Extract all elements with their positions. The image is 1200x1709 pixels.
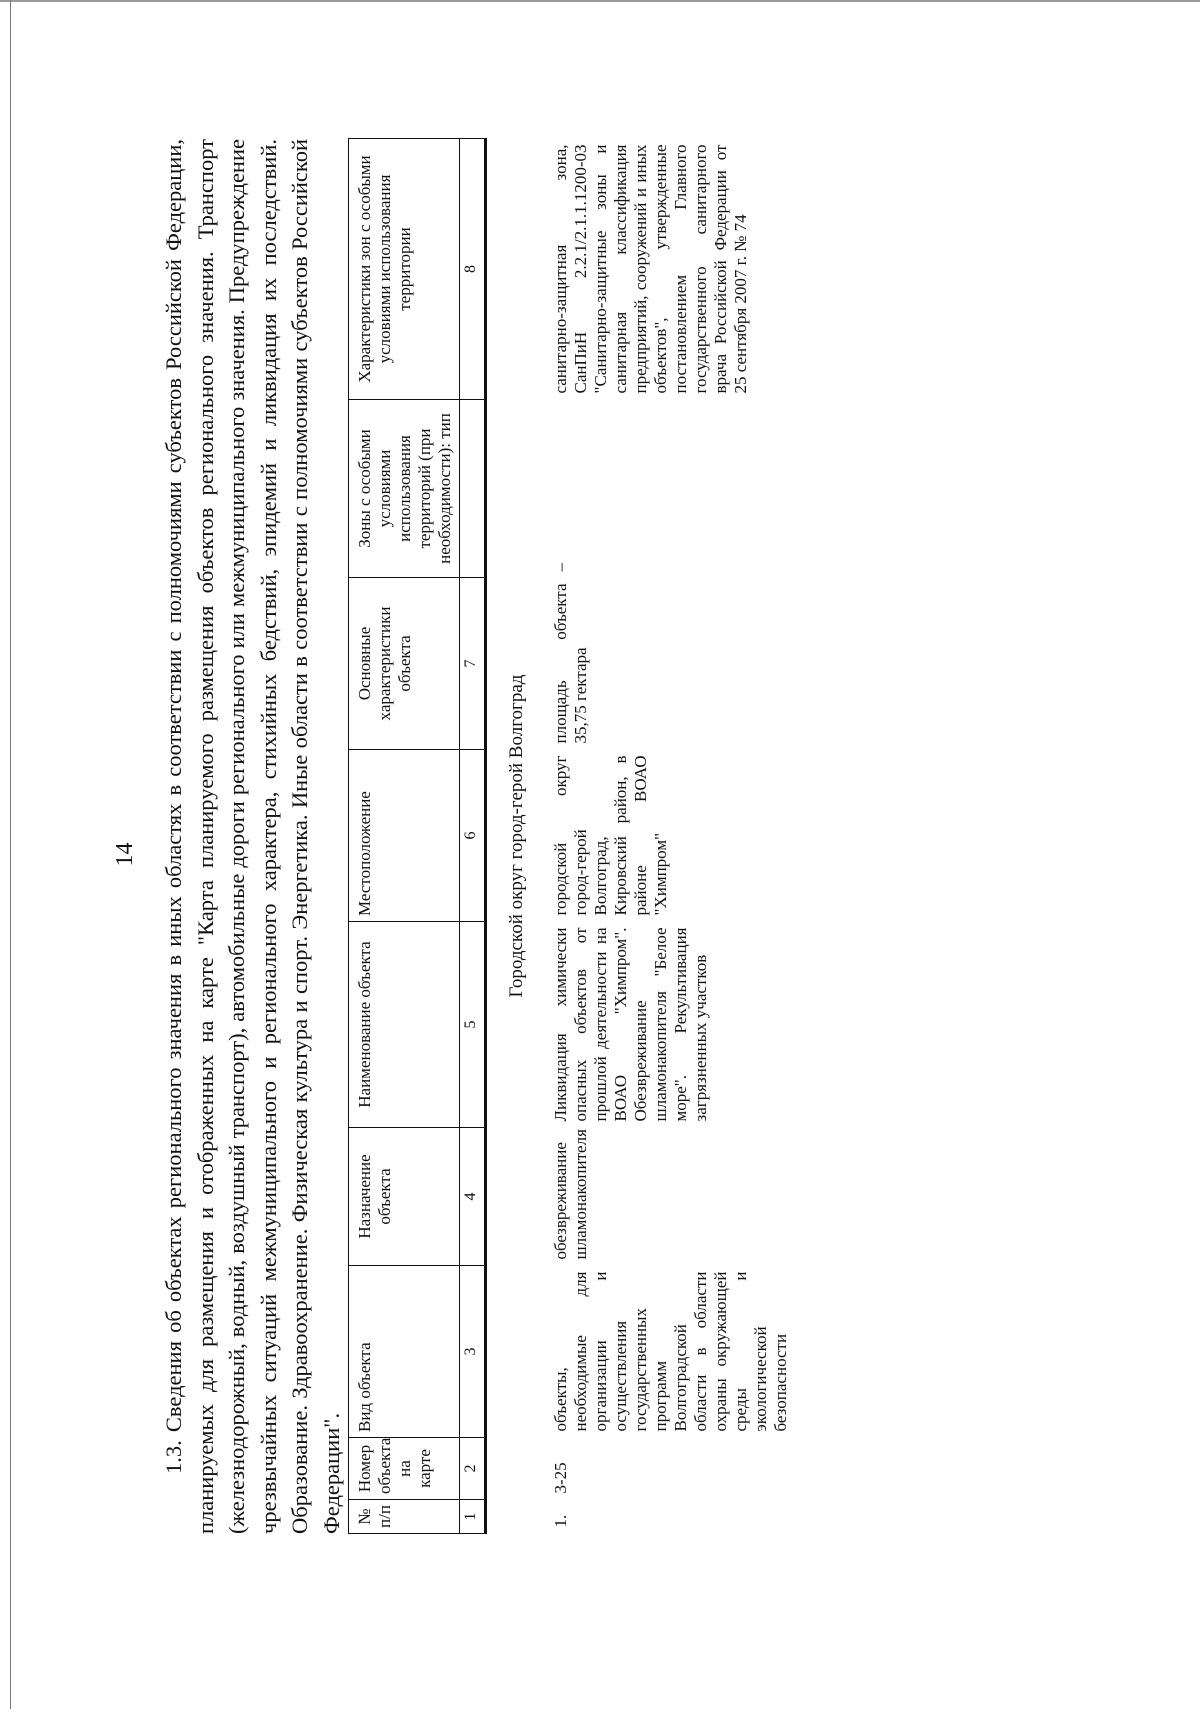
row-location: городской округ город-герой Волгоград, Кировский район, в районе ВОАО "Химпром" — [551, 755, 670, 916]
row-characteristics: площадь объекта 35,75 гектара — [551, 583, 590, 744]
row-zone-characteristics: санитарно-защитная зона, СанПиН 2.2.1/2.1.1.1200-03 "Санитарно-защитные зоны и санитарная классификация предприятий, сооружений и иных объектов", утвержденные постановлением Главного государственного санитарного врача Российской Федерации от 25 сентября 2007 г. № 74 — [551, 144, 750, 394]
column-number: 5 — [460, 922, 486, 1128]
column-number: 4 — [460, 1128, 486, 1266]
header-cell-name: Наименование объекта — [349, 922, 460, 1128]
group-title: Городской округ город-герой Волгоград — [506, 674, 527, 998]
column-number-row — [460, 139, 486, 1534]
objects-table — [348, 138, 793, 1534]
column-number: 7 — [460, 578, 486, 750]
header-cell-characteristics: Основные характеристики объекта — [349, 578, 460, 750]
header-cell-map-number: Номер объекта на карте — [349, 1438, 460, 1500]
header-cell-num: № п/п — [349, 1500, 460, 1534]
page-number: 14 — [112, 842, 138, 867]
row-name: Ликвидация химически опасных объектов от прошлой деятельности на ВОАО "Химпром". Обезвреживание шламонакопителя "Белое море". Рекультивация загрязненных участков — [551, 927, 710, 1122]
intro-paragraph — [158, 139, 348, 1534]
column-number: 8 — [460, 139, 486, 400]
header-cell-location: Местоположение — [349, 750, 460, 922]
row-map-number: 3-25 — [551, 1462, 570, 1494]
column-number: 2 — [460, 1438, 486, 1500]
table-row — [549, 139, 793, 1534]
row-purpose: обезвреживание шламонакопителя — [551, 1129, 590, 1260]
column-number — [460, 400, 486, 578]
header-cell-zone-type: Зоны с особыми условиями использования территорий (при необходимости): тип — [349, 400, 460, 578]
intro-text: 1.3. Сведения об объектах регионального значения в иных областях в соответствии с полномочиями субъектов Российской Федерации, планируемых для размещения и отображенных на карте "Карта планируемого размещения объектов регионального значения. Транспорт (железнодорожный, водный, воздушный транспорт), автомобильные дороги регионального или межмуниципального значения. Предупреждение чрезвычайных ситуаций межмуниципального и регионального характера, стихийных бедствий, эпидемий и ликвидация их последствий. Образование. Здравоохранение. Физическая культура и спорт. Энергетика. Иные области в соответствии с полномочиями субъектов Российской Федерации". — [161, 139, 344, 1534]
row-num: 1. — [551, 1514, 570, 1528]
header-cell-purpose: Назначение объекта — [349, 1128, 460, 1266]
column-number: 1 — [460, 1500, 486, 1534]
column-number: 6 — [460, 750, 486, 922]
header-cell-kind: Вид объекта — [349, 1266, 460, 1438]
group-row — [486, 139, 550, 1534]
header-cell-zone-characteristics: Характеристики зон с особыми условиями использования территории — [349, 139, 460, 400]
row-kind: объекты, необходимые для организации и осуществления государственных программ Волгоградской области в области охраны окружающей среды и экологической безопасности — [551, 1271, 790, 1432]
row-zone-type: – — [551, 563, 570, 572]
header-row — [349, 139, 460, 1534]
column-number: 3 — [460, 1266, 486, 1438]
